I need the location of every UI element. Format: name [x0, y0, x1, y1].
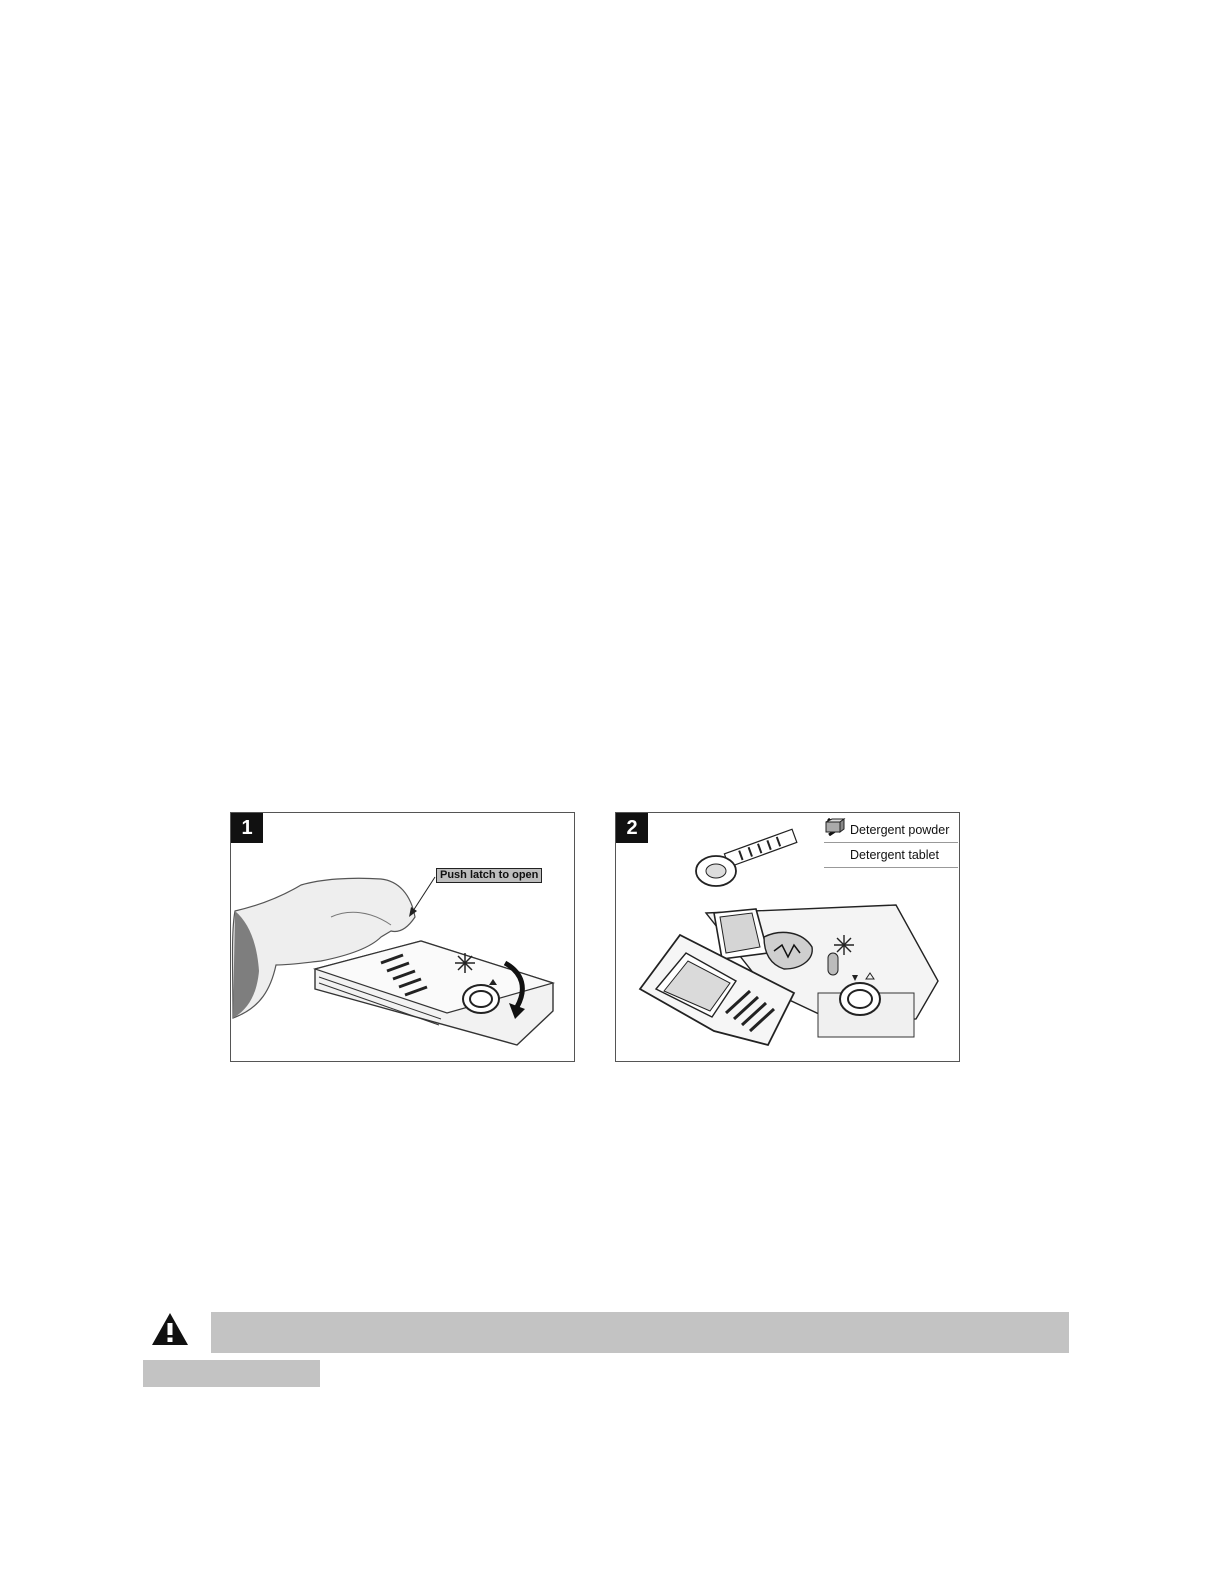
callout-label: Push latch to open	[436, 868, 542, 883]
redacted-text-block	[143, 1360, 320, 1387]
figure-detergent-compartment	[615, 812, 960, 1062]
step-number: 2	[616, 813, 648, 843]
legend-item-tablet	[824, 843, 958, 868]
legend-label: Detergent powder	[850, 823, 950, 837]
warning-triangle-icon	[150, 1311, 190, 1347]
dispenser-closed-illustration	[231, 813, 576, 1063]
figure-push-latch	[230, 812, 575, 1062]
step-number: 1	[231, 813, 263, 843]
redacted-text-block	[211, 1312, 1069, 1353]
detergent-tablet-icon	[824, 846, 850, 864]
legend-label: Detergent tablet	[850, 848, 939, 862]
legend	[824, 818, 958, 868]
